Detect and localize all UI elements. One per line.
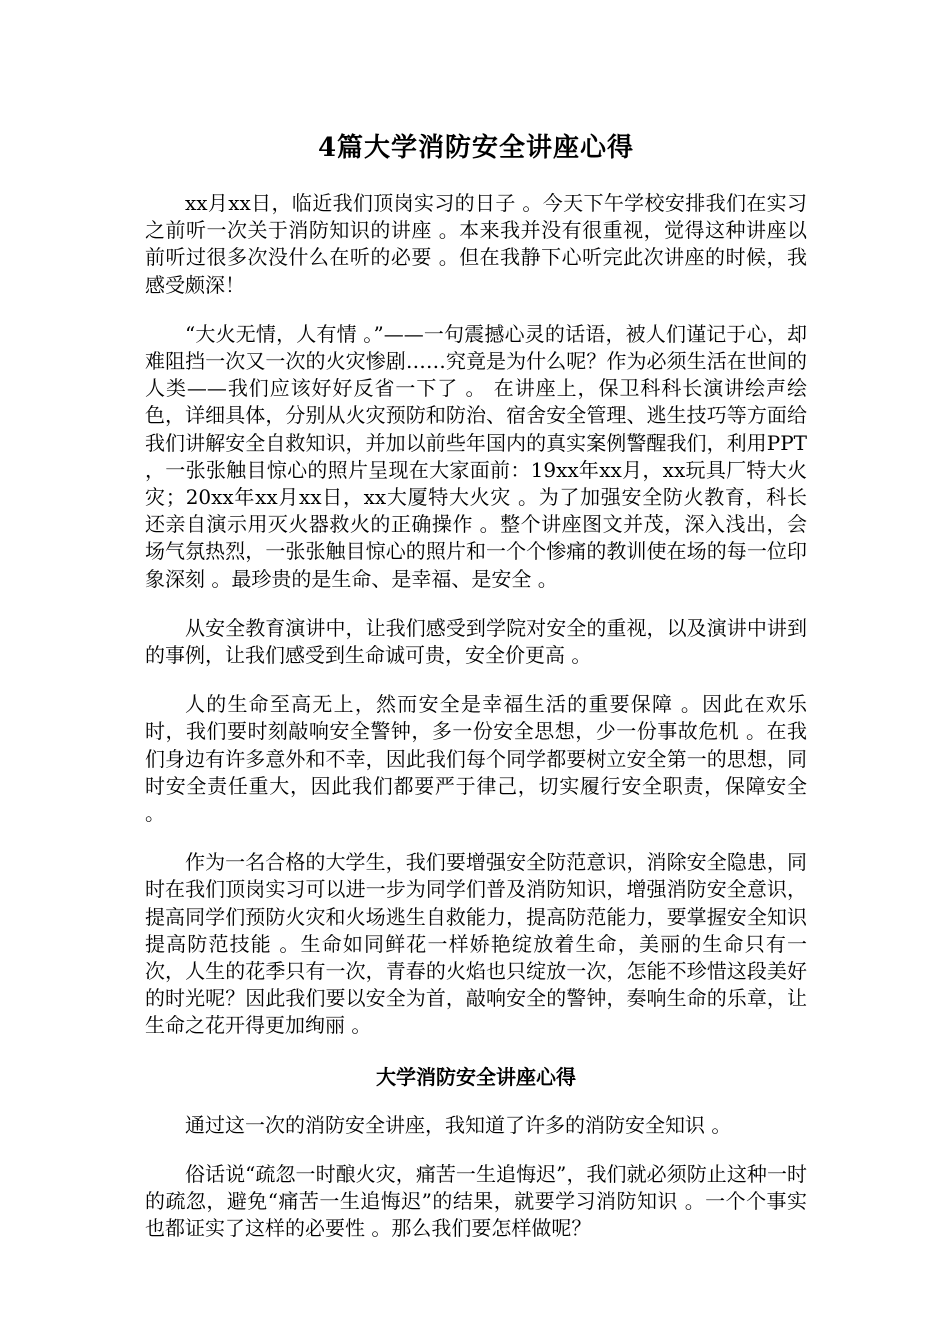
paragraph: 从安全教育演讲中，让我们感受到学院对安全的重视，以及演讲中讲到的事例，让我们感受到生命诚可贵，安全价更高 。: [145, 615, 807, 668]
paragraph: 作为一名合格的大学生，我们要增强安全防范意识，消除安全隐患，同时在我们顶岗实习可以进一步为同学们普及消防知识，增强消防安全意识，提高同学们预防火灾和火场逃生自救能力，提高防范能力，要掌握安全知识提高防范技能 。生命如同鲜花一样娇艳绽放着生命，美丽的生命只有一次，人生的花季只有一次，青春的火焰也只绽放一次，怎能不珍惜这段美好的时光呢？因此我们要以安全为首，敲响安全的警钟，奏响生命的乐章，让生命之花开得更加绚丽 。: [145, 850, 807, 1038]
paragraph: 人的生命至高无上，然而安全是幸福生活的重要保障 。因此在欢乐时，我们要时刻敲响安全警钟，多一份安全思想，少一份事故危机 。在我们身边有许多意外和不幸，因此我们每个同学都要树立安全第一的思想，同时安全责任重大，因此我们都要严于律己，切实履行安全职责，保障安全 。: [145, 692, 807, 826]
paragraph: xx月xx日，临近我们顶岗实习的日子 。今天下午学校安排我们在实习之前听一次关于消防知识的讲座 。本来我并没有很重视，觉得这种讲座以前听过很多次没什么在听的必要 。但在我静下心听完此次讲座的时候，我感受颇深！: [145, 191, 807, 297]
document-page: [145, 128, 807, 1265]
paragraph: 俗话说“疏忽一时酿火灾，痛苦一生追悔迟”，我们就必须防止这种一时的疏忽，避免“痛苦一生追悔迟”的结果，就要学习消防知识 。一个个事实也都证实了这样的必要性 。那么我们要怎样做呢？: [145, 1161, 807, 1241]
paragraph: 通过这一次的消防安全讲座，我知道了许多的消防安全知识 。: [185, 1112, 732, 1137]
section-title: 大学消防安全讲座心得: [376, 1064, 576, 1089]
paragraph: “大火无情，人有情 。”——一句震撼心灵的话语，被人们谨记于心，却难阻挡一次又一次的火灾惨剧……究竟是为什么呢？作为必须生活在世间的人类——我们应该好好反省一下了 。 在讲座上，保卫科科长演讲绘声绘色，详细具体，分别从火灾预防和防治、宿舍安全管理、逃生技巧等方面给我们讲解安全自救知识，并加以前些年国内的真实案例警醒我们，利用PPT ，一张张触目惊心的照片呈现在大家面前：19xx年xx月，xx玩具厂特大火灾；20xx年xx月xx日，xx大厦特大火灾 。为了加强安全防火教育，科长还亲自演示用灭火器救火的正确操作 。整个讲座图文并茂，深入浅出，会场气氛热烈，一张张触目惊心的照片和一个个惨痛的教训使在场的每一位印象深刻 。最珍贵的是生命、是幸福、是安全 。: [145, 321, 807, 591]
document-title: 4篇大学消防安全讲座心得: [317, 133, 635, 163]
